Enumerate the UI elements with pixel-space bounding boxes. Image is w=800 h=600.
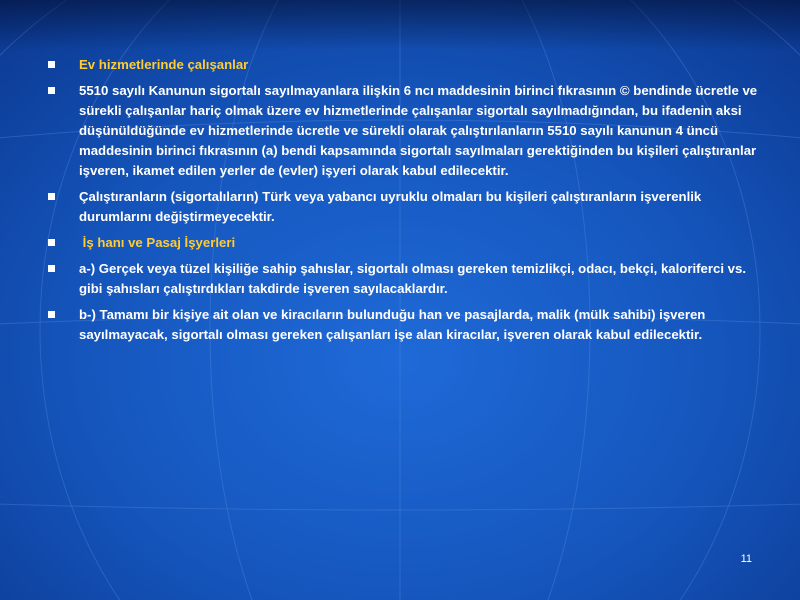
bullet-list — [48, 55, 758, 351]
bullet-text: b-) Tamamı bir kişiye ait olan ve kiracıların bulunduğu han ve pasajlarda, malik (mülk sahibi) işveren sayılmayacak, sigortalı olması gereken çalışanları işe alan kiracılar, işveren olarak kabul edilecektir. — [79, 307, 706, 342]
square-bullet-icon — [48, 193, 55, 200]
bullet-text: 5510 sayılı Kanunun sigortalı sayılmayanlara ilişkin 6 ncı maddesinin birinci fıkrasının © bendinde ücretle ve sürekli çalışanlar hariç olmak üzere ev hizmetlerinde çalışanlar sigortalı sayılmadığından, bu ifadenin aksi düşünüldüğünde ev hizmetlerinde ücretle ve sürekli olarak çalıştırılanların 5510 sayılı kanunun 4 üncü maddesinin birinci fıkrasının (a) bendi kapsamında sigortalı sayılmaları gerektiğinden bu kişileri çalıştıranlar işveren, ikamet edilen yerler de (evler) işyeri olarak kabul edilecektir. — [79, 83, 758, 178]
square-bullet-icon — [48, 87, 55, 94]
page-number: 11 — [740, 553, 752, 565]
bullet-text: a-) Gerçek veya tüzel kişiliğe sahip şahıslar, sigortalı olması gereken temizlikçi, odacı, bekçi, kaloriferci vs. gibi şahısları çalıştırdıkları takdirde işveren sayılacaklardır. — [79, 261, 747, 296]
bullet-text: Çalıştıranların (sigortalıların) Türk veya yabancı uyruklu olmaları bu kişileri çalıştıranların işverenlik durumlarını değiştirmeyecektir. — [79, 189, 702, 224]
square-bullet-icon — [48, 265, 55, 272]
bullet-item-b — [48, 305, 758, 345]
square-bullet-icon — [48, 239, 55, 246]
bullet-text: İş hanı ve Pasaj İşyerleri — [79, 235, 236, 250]
bullet-text: Ev hizmetlerinde çalışanlar — [79, 57, 249, 72]
top-shade — [0, 0, 800, 50]
bullet-item-uyruk — [48, 187, 758, 227]
bullet-item-is-hani-heading — [48, 233, 758, 253]
bullet-item-5510-kanun — [48, 81, 758, 181]
bullet-item-ev-hizmetleri-heading — [48, 55, 758, 75]
bullet-item-a — [48, 259, 758, 299]
square-bullet-icon — [48, 61, 55, 68]
square-bullet-icon — [48, 311, 55, 318]
